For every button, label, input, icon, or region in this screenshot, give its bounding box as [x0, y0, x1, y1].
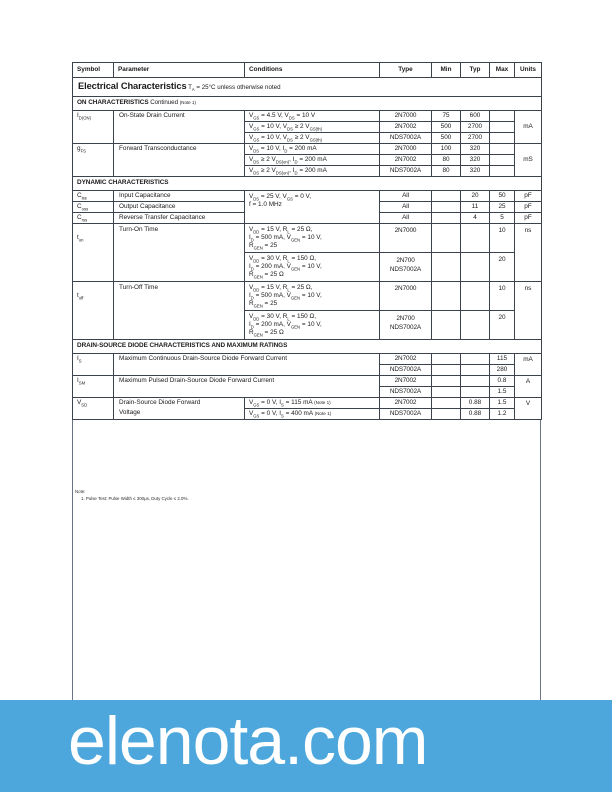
row-parameter-ton: Turn-On Time — [114, 223, 245, 252]
row-typ: 320 — [461, 143, 490, 154]
row-conditions: $V_{GS} = 10$ V, $V_{DS} \ge 2$ $V_{GS(th)}$ — [245, 121, 380, 132]
row-typ — [461, 223, 490, 252]
row-parameter-coss: Output Capacitance — [114, 201, 245, 212]
section-header-dynamic-characteristics — [73, 176, 542, 190]
table-row — [73, 252, 542, 281]
row-typ — [461, 375, 490, 386]
row-typ: 2700 — [461, 132, 490, 143]
footnote-item-1: 1. Pulse Test: Pulse Width ≤ 300μs, Duty Cycle ≤ 2.0%. — [81, 495, 189, 501]
row-parameter-spacer — [114, 310, 245, 339]
row-conditions: $V_{DD} = 15$ V, $R_L = 25$ Ω, $I_D = 500$ mA, $V_{GEN} = 10$ V, $R_{GEN} = 25$ — [245, 281, 380, 310]
row-parameter-toff: Turn-Off Time — [114, 281, 245, 310]
row-parameter-ism: Maximum Pulsed Drain-Source Diode Forward Current — [114, 375, 380, 386]
row-typ — [461, 281, 490, 310]
row-symbol-crss: $C_{rss}$ — [73, 212, 114, 223]
row-max: 1.5 — [490, 397, 515, 408]
row-max — [490, 143, 515, 154]
row-typ: 4 — [461, 212, 490, 223]
row-symbol-spacer — [73, 310, 114, 339]
row-parameter-vsd-cont: Voltage — [114, 408, 245, 419]
row-typ: 600 — [461, 110, 490, 121]
row-symbol-ism: $I_{SM}$ — [73, 375, 114, 386]
row-typ — [461, 364, 490, 375]
row-symbol-ton: $t_{on}$ — [73, 223, 114, 252]
row-typ — [461, 386, 490, 397]
row-symbol-spacer — [73, 121, 114, 132]
table-row — [73, 408, 542, 419]
section-label: DRAIN-SOURCE DIODE CHARACTERISTICS AND MAXIMUM RATINGS — [73, 339, 542, 353]
row-typ: 0.88 — [461, 408, 490, 419]
table-row — [73, 281, 542, 310]
row-typ: 20 — [461, 190, 490, 201]
row-parameter-gfs: Forward Transconductance — [114, 143, 245, 154]
col-header-min: Min — [432, 63, 461, 78]
row-units: pF — [515, 201, 542, 212]
row-max — [490, 154, 515, 165]
section-label: ON CHARACTERISTICS Continued (Note 1) — [73, 96, 542, 110]
row-typ: 320 — [461, 154, 490, 165]
col-header-parameter: Parameter — [114, 63, 245, 78]
row-symbol-toff: $t_{off}$ — [73, 281, 114, 310]
table-row — [73, 397, 542, 408]
row-parameter-vsd: Drain-Source Diode Forward — [114, 397, 245, 408]
row-parameter-spacer — [114, 121, 245, 132]
row-units: pF — [515, 190, 542, 201]
table-header-row — [73, 63, 542, 78]
row-type: All — [380, 201, 432, 212]
row-max: 0.8 — [490, 375, 515, 386]
row-max: 20 — [490, 252, 515, 281]
row-units-vsd: V — [515, 397, 542, 419]
watermark-text: elenota.com — [68, 703, 428, 779]
row-typ: 0.88 — [461, 397, 490, 408]
row-type: 2N7000 — [380, 223, 432, 252]
row-min: 80 — [432, 154, 461, 165]
col-header-max: Max — [490, 63, 515, 78]
row-parameter-spacer — [114, 386, 380, 397]
row-conditions: $V_{DD} = 30$ V, $R_L = 150$ Ω, $I_D = 200$ mA, $V_{GEN} = 10$ V, $R_{GEN} = 25$ Ω — [245, 252, 380, 281]
row-max: 1.2 — [490, 408, 515, 419]
row-typ: 320 — [461, 165, 490, 176]
footnote-heading: Note: — [75, 489, 86, 494]
row-conditions: $V_{DD} = 30$ V, $R_L = 150$ Ω, $I_D = 200$ mA, $V_{GEN} = 10$ V, $R_{GEN} = 25$ Ω — [245, 310, 380, 339]
row-min: 100 — [432, 143, 461, 154]
table-row — [73, 353, 542, 364]
row-type: 2N7002 — [380, 121, 432, 132]
section-header-on-characteristics — [73, 96, 542, 110]
row-type: All — [380, 190, 432, 201]
table-row — [73, 223, 542, 252]
col-header-units: Units — [515, 63, 542, 78]
table-row — [73, 121, 542, 132]
row-parameter-ciss: Input Capacitance — [114, 190, 245, 201]
row-type: NDS7002A — [380, 132, 432, 143]
row-type: 2N700 NDS7002A — [380, 310, 432, 339]
row-conditions: $V_{GS} = 0$ V, $I_S = 115$ mA (Note 1) — [245, 397, 380, 408]
row-min — [432, 190, 461, 201]
row-conditions: $V_{DS} \ge 2$ $V_{DS(on)}$, $I_D = 200$ mA — [245, 165, 380, 176]
row-conditions-capacitance: $V_{DS} = 25$ V, $V_{GS} = 0$ V, f = 1.0 MHz — [245, 190, 380, 223]
row-symbol-is: $I_S$ — [73, 353, 114, 364]
row-max: 20 — [490, 310, 515, 339]
row-typ — [461, 353, 490, 364]
row-max: 10 — [490, 281, 515, 310]
row-max: 10 — [490, 223, 515, 252]
table-row — [73, 386, 542, 397]
row-max — [490, 121, 515, 132]
row-typ — [461, 252, 490, 281]
row-max: 25 — [490, 201, 515, 212]
row-parameter-crss: Reverse Transfer Capacitance — [114, 212, 245, 223]
table-row — [73, 375, 542, 386]
row-min: 75 — [432, 110, 461, 121]
row-min — [432, 212, 461, 223]
row-type: 2N7002 — [380, 154, 432, 165]
row-max: 280 — [490, 364, 515, 375]
table-title-cell — [73, 78, 542, 97]
table-row — [73, 143, 542, 154]
row-conditions: $V_{DS} \ge 2$ $V_{DS(on)}$, $I_D = 200$ mA — [245, 154, 380, 165]
row-parameter-spacer — [114, 252, 245, 281]
electrical-characteristics-table — [72, 62, 542, 420]
col-header-symbol: Symbol — [73, 63, 114, 78]
row-type: 2N7000 — [380, 281, 432, 310]
row-min — [432, 397, 461, 408]
row-symbol-ciss: $C_{iss}$ — [73, 190, 114, 201]
row-type: NDS7002A — [380, 165, 432, 176]
table-row — [73, 165, 542, 176]
row-symbol-spacer — [73, 132, 114, 143]
row-max: 5 — [490, 212, 515, 223]
row-parameter-spacer — [114, 165, 245, 176]
row-min — [432, 252, 461, 281]
row-min: 500 — [432, 132, 461, 143]
table-title-row — [73, 78, 542, 97]
footnote-block — [75, 489, 375, 503]
row-conditions: $V_{GS} = 10$ V, $V_{DS} \ge 2$ $V_{GS(th)}$ — [245, 132, 380, 143]
table-row — [73, 364, 542, 375]
row-units-toff: ns — [515, 281, 542, 339]
table-row — [73, 110, 542, 121]
row-units-is: mA — [515, 353, 542, 375]
row-typ: 2700 — [461, 121, 490, 132]
row-min: 500 — [432, 121, 461, 132]
row-max: 50 — [490, 190, 515, 201]
row-max — [490, 165, 515, 176]
col-header-type: Type — [380, 63, 432, 78]
row-min — [432, 353, 461, 364]
row-min: 80 — [432, 165, 461, 176]
row-units-id-on: mA — [515, 110, 542, 143]
row-type: All — [380, 212, 432, 223]
section-label: DYNAMIC CHARACTERISTICS — [73, 176, 542, 190]
table-row — [73, 154, 542, 165]
row-symbol-spacer — [73, 408, 114, 419]
col-header-conditions: Conditions — [245, 63, 380, 78]
row-conditions: $V_{DS} = 10$ V, $I_D = 200$ mA — [245, 143, 380, 154]
row-units-ism: A — [515, 375, 542, 397]
row-type: 2N7000 — [380, 110, 432, 121]
row-min — [432, 364, 461, 375]
col-header-typ: Typ — [461, 63, 490, 78]
row-type: NDS7002A — [380, 364, 432, 375]
row-max: 115 — [490, 353, 515, 364]
row-units-gfs: mS — [515, 143, 542, 176]
row-parameter-is: Maximum Continuous Drain-Source Diode Forward Current — [114, 353, 380, 364]
row-conditions: $V_{GS} = 0$ V, $I_S = 400$ mA (Note 1) — [245, 408, 380, 419]
row-min — [432, 281, 461, 310]
row-max — [490, 132, 515, 143]
row-type: NDS7002A — [380, 386, 432, 397]
row-units-ton: ns — [515, 223, 542, 281]
row-typ — [461, 310, 490, 339]
row-min — [432, 408, 461, 419]
row-type: 2N7002 — [380, 353, 432, 364]
row-type: 2N7002 — [380, 375, 432, 386]
row-symbol-spacer — [73, 154, 114, 165]
table-row — [73, 310, 542, 339]
row-symbol-coss: $C_{oss}$ — [73, 201, 114, 212]
page-title: Electrical Characteristics — [78, 81, 187, 91]
row-type: 2N7000 — [380, 143, 432, 154]
row-symbol-spacer — [73, 386, 114, 397]
row-symbol-spacer — [73, 252, 114, 281]
row-conditions: $V_{GS} = 4.5$ V, $V_{DS} = 10$ V — [245, 110, 380, 121]
row-parameter-spacer — [114, 154, 245, 165]
row-parameter-spacer — [114, 364, 380, 375]
row-type: NDS7002A — [380, 408, 432, 419]
row-parameter-id-on: On-State Drain Current — [114, 110, 245, 121]
row-parameter-spacer — [114, 132, 245, 143]
row-symbol-vsd: $V_{SD}$ — [73, 397, 114, 408]
row-min — [432, 223, 461, 252]
row-min — [432, 375, 461, 386]
row-min — [432, 386, 461, 397]
row-conditions: $V_{DD} = 15$ V, $R_L = 25$ Ω, $I_D = 500$ mA, $V_{GEN} = 10$ V, $R_{GEN} = 25$ — [245, 223, 380, 252]
page-title-conditions: $T_A = 25^\circ C$ unless otherwise noted — [188, 84, 281, 93]
row-units: pF — [515, 212, 542, 223]
row-typ: 11 — [461, 201, 490, 212]
row-symbol-id-on: $I_{D(ON)}$ — [73, 110, 114, 121]
row-max: 1.5 — [490, 386, 515, 397]
table-row — [73, 190, 542, 201]
row-symbol-spacer — [73, 165, 114, 176]
row-min — [432, 201, 461, 212]
row-symbol-gfs: $g_{FS}$ — [73, 143, 114, 154]
section-header-diode-characteristics — [73, 339, 542, 353]
row-type: 2N700 NDS7002A — [380, 252, 432, 281]
table-row — [73, 132, 542, 143]
row-min — [432, 310, 461, 339]
row-type: 2N7002 — [380, 397, 432, 408]
row-max — [490, 110, 515, 121]
row-symbol-spacer — [73, 364, 114, 375]
